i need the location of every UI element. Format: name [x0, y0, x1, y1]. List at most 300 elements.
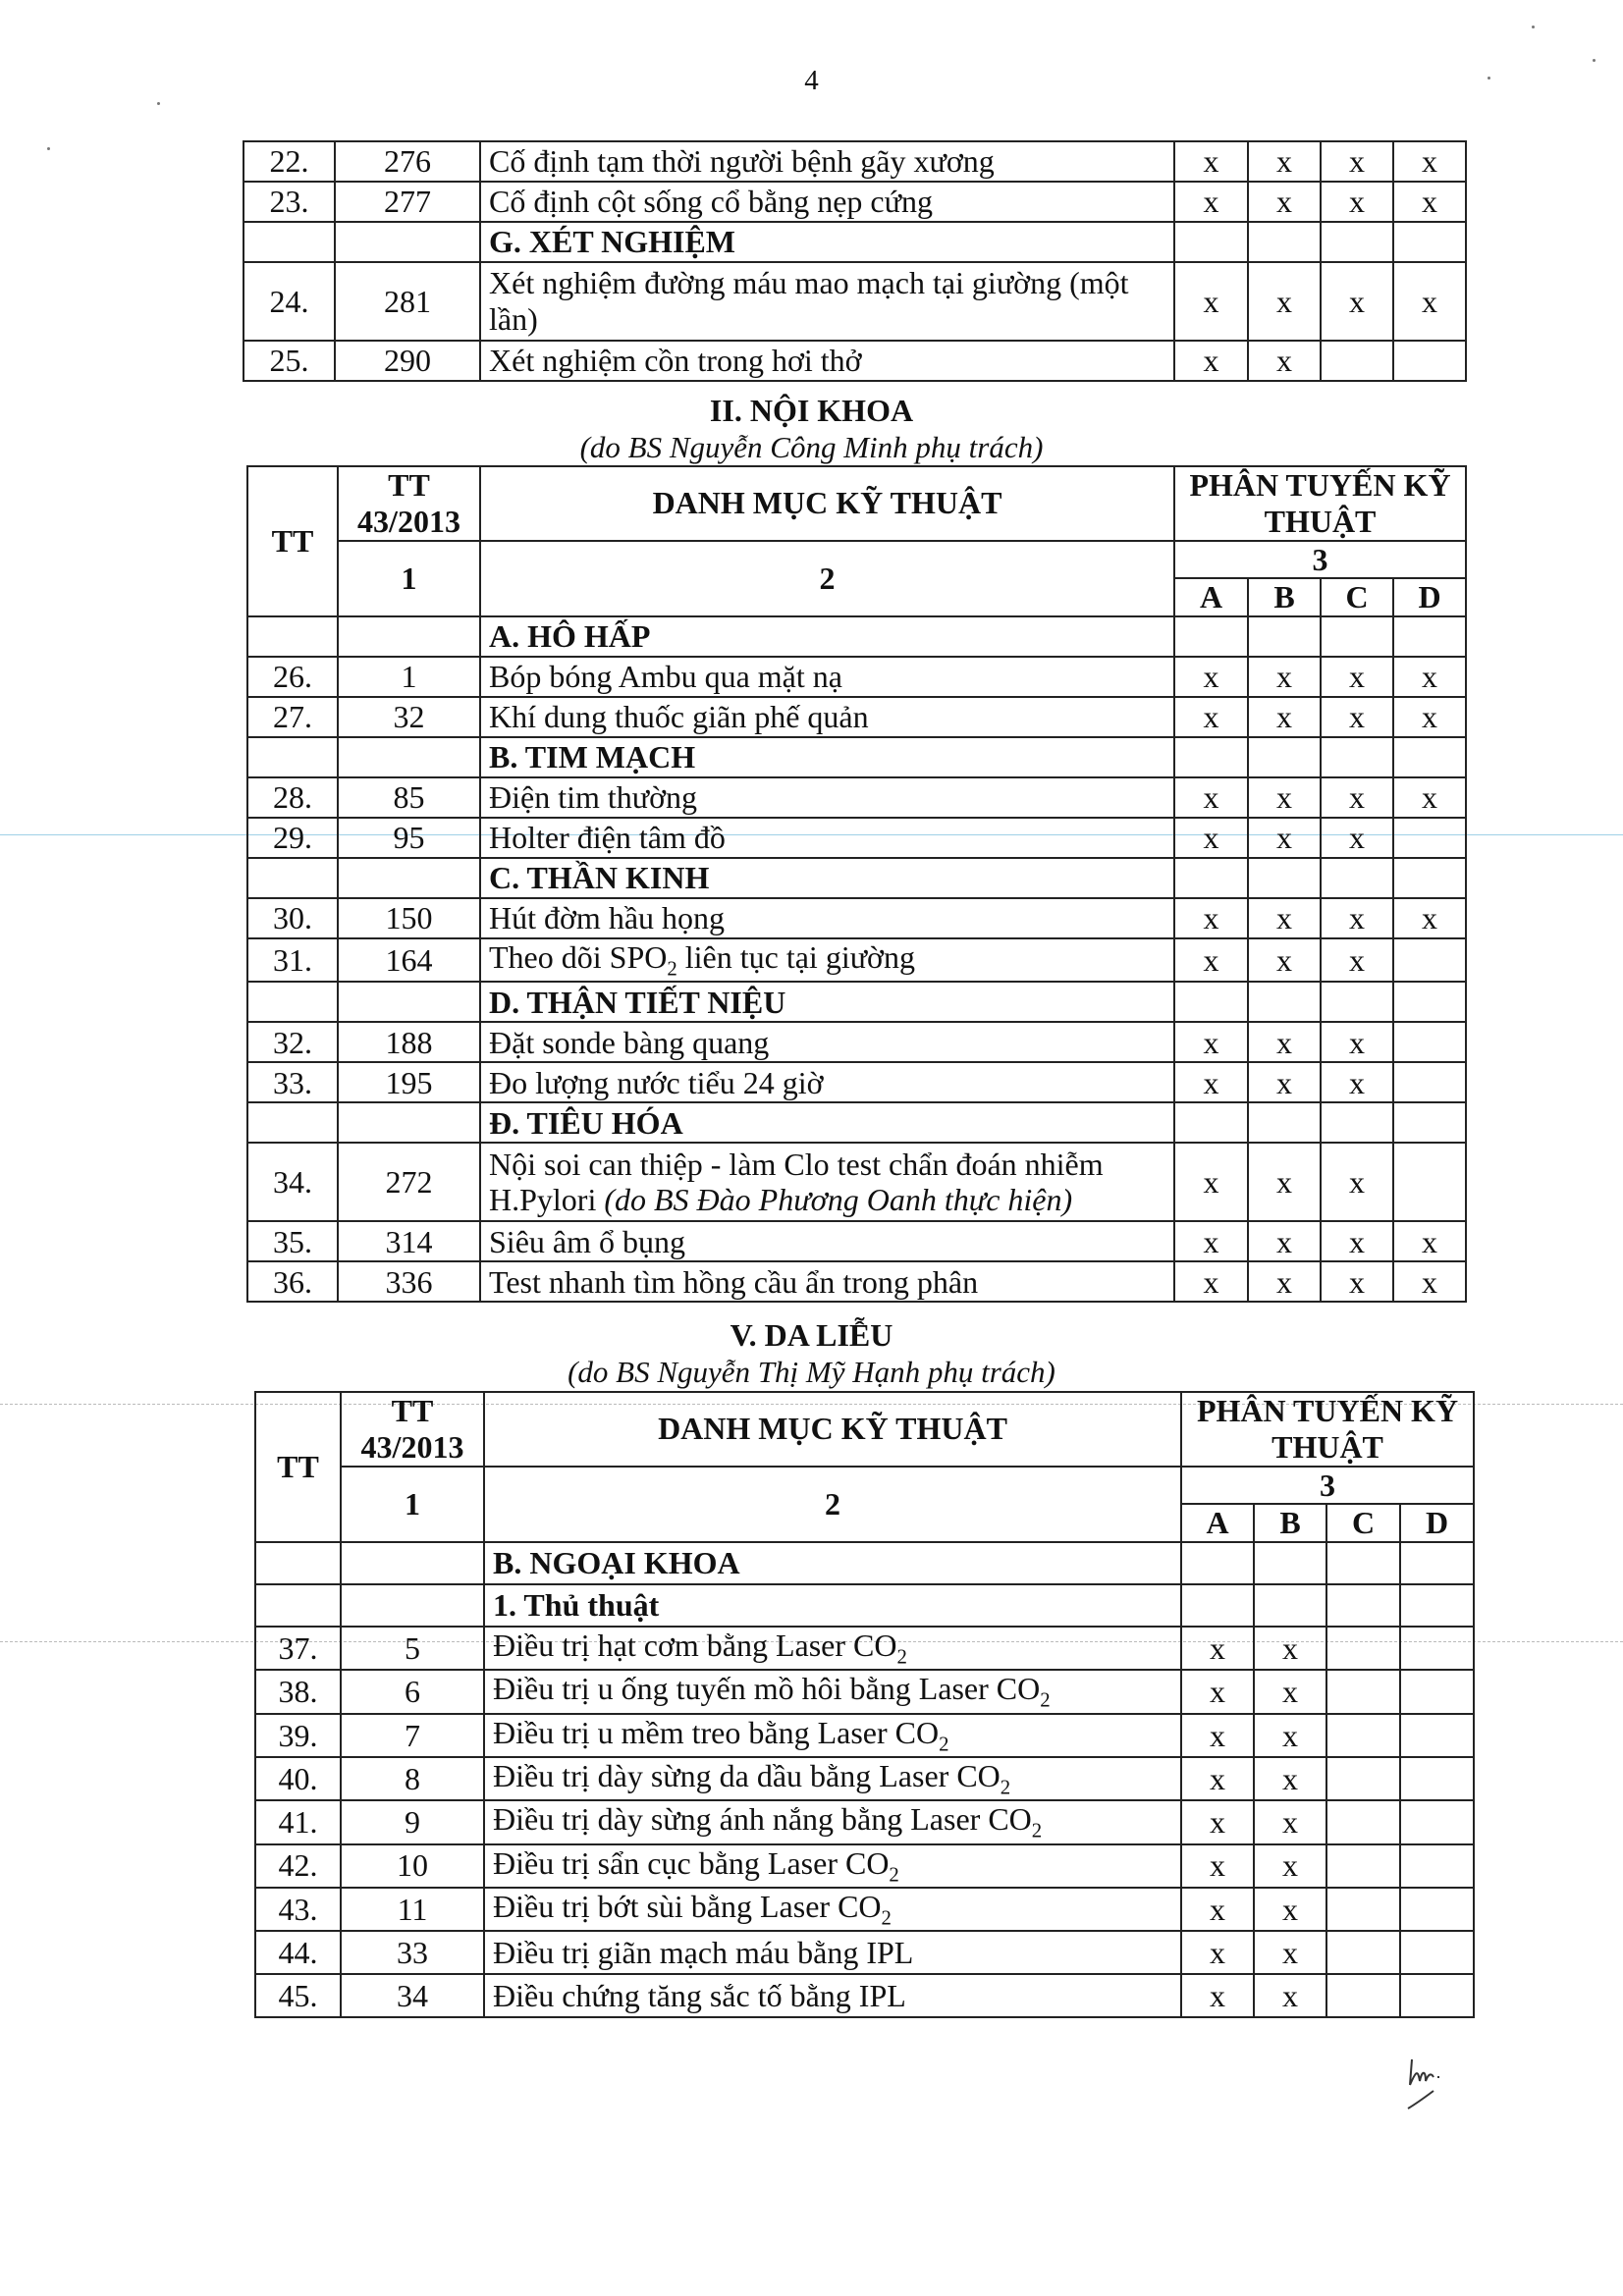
- table-row: [255, 1888, 1474, 1931]
- cell-level-b: x: [1248, 1221, 1321, 1261]
- cell-level-c: [1321, 1102, 1393, 1143]
- cell-level-b: [1248, 1102, 1321, 1143]
- cell-level-a: x: [1181, 1670, 1254, 1713]
- table-row: [243, 262, 1466, 341]
- cell-level-c: [1326, 1931, 1400, 1974]
- table-row: [255, 1844, 1474, 1888]
- cell-level-d: [1393, 737, 1466, 777]
- technique-name-text: Nội soi can thiệp - làm Clo test chẩn đoán nhiễm H.Pylori: [489, 1146, 1104, 1218]
- cell-level-a: [1174, 982, 1248, 1022]
- cell-level-c: [1326, 1670, 1400, 1713]
- cell-technique-name: [480, 1143, 1174, 1221]
- cell-level-a: x: [1174, 141, 1248, 182]
- cell-code: [335, 222, 480, 262]
- cell-level-b: x: [1248, 262, 1321, 341]
- cell-technique-name: [484, 1714, 1181, 1757]
- cell-tt: 25.: [243, 341, 335, 381]
- cell-tt: 37.: [255, 1627, 341, 1670]
- technique-name-text: Xét nghiệm cồn trong hơi thở: [489, 343, 862, 379]
- cell-level-d: [1400, 1974, 1474, 2017]
- cell-tt: [255, 1542, 341, 1584]
- cell-level-c: [1326, 1542, 1400, 1584]
- cell-tt: 35.: [247, 1221, 338, 1261]
- cell-technique-name: [480, 262, 1174, 341]
- cell-level-d: x: [1393, 262, 1466, 341]
- technique-name-text: Điều trị giãn mạch máu bằng IPL: [493, 1934, 914, 1970]
- cell-level-d: [1393, 222, 1466, 262]
- cell-level-b: [1254, 1542, 1326, 1584]
- scan-speck: [47, 147, 50, 150]
- cell-level-b: x: [1248, 1143, 1321, 1221]
- cell-level-d: x: [1393, 697, 1466, 737]
- table-row: [255, 1800, 1474, 1843]
- cell-level-d: [1400, 1757, 1474, 1800]
- technique-name-text: Holter điện tâm đồ: [489, 820, 726, 856]
- cell-level-c: [1326, 1757, 1400, 1800]
- technique-name-suffix: liên tục tại giường: [676, 939, 915, 976]
- cell-level-d: [1393, 341, 1466, 381]
- cell-code: 164: [338, 938, 480, 982]
- cell-level-c: x: [1321, 898, 1393, 938]
- cell-tt: 26.: [247, 657, 338, 697]
- cell-level-d: [1393, 1143, 1466, 1221]
- section-title-da-lieu: V. DA LIỄU: [730, 1317, 893, 1353]
- cell-level-c: x: [1321, 1062, 1393, 1102]
- cell-technique-name: [480, 657, 1174, 697]
- cell-level-c: x: [1321, 818, 1393, 858]
- cell-level-c: x: [1321, 777, 1393, 818]
- cell-level-b: [1248, 737, 1321, 777]
- cell-code: 8: [341, 1757, 484, 1800]
- cell-level-a: x: [1174, 1221, 1248, 1261]
- cell-level-b: x: [1254, 1931, 1326, 1974]
- table-row: [247, 777, 1466, 818]
- cell-code: 6: [341, 1670, 484, 1713]
- cell-code: 10: [341, 1844, 484, 1888]
- cell-level-a: x: [1181, 1974, 1254, 2017]
- header-tt: TT: [255, 1392, 341, 1542]
- header-row-1: [247, 466, 1466, 541]
- cell-level-b: x: [1254, 1888, 1326, 1931]
- section-heading: 1. Thủ thuật: [484, 1584, 1181, 1627]
- cell-tt: 39.: [255, 1714, 341, 1757]
- technique-name-text: Bóp bóng Ambu qua mặt nạ: [489, 659, 842, 695]
- cell-code: 314: [338, 1221, 480, 1261]
- cell-code: [338, 982, 480, 1022]
- technique-name-text: Theo dõi SPO: [489, 939, 668, 976]
- da-lieu-table: [254, 1391, 1475, 2018]
- section-heading: A. HÔ HẤP: [480, 616, 1174, 657]
- header-phan-tuyen: PHÂN TUYẾN KỸ THUẬT: [1181, 1392, 1474, 1467]
- section-heading: G. XÉT NGHIỆM: [480, 222, 1174, 262]
- header-row-2: [247, 541, 1466, 579]
- cell-level-d: [1400, 1714, 1474, 1757]
- technique-name-subscript: 2: [1000, 1776, 1011, 1799]
- cell-level-c: x: [1321, 1143, 1393, 1221]
- cell-technique-name: [480, 1261, 1174, 1302]
- cell-technique-name: [480, 818, 1174, 858]
- cell-level-c: [1321, 616, 1393, 657]
- cell-level-b: x: [1248, 938, 1321, 982]
- cell-level-c: [1321, 737, 1393, 777]
- technique-name-text: Xét nghiệm đường máu mao mạch tại giường (một lần): [489, 265, 1129, 337]
- technique-name-text: Điều trị u mềm treo bằng Laser CO: [493, 1714, 940, 1750]
- cell-level-b: x: [1248, 818, 1321, 858]
- cell-code: 85: [338, 777, 480, 818]
- cell-level-b: x: [1248, 898, 1321, 938]
- section-row: [247, 858, 1466, 898]
- table-row: [243, 182, 1466, 222]
- table-row: [247, 657, 1466, 697]
- cell-level-d: [1400, 1800, 1474, 1843]
- cell-level-d: x: [1393, 141, 1466, 182]
- cell-level-b: x: [1248, 341, 1321, 381]
- technique-name-text: Điều trị bớt sùi bằng Laser CO: [493, 1888, 882, 1924]
- table-row: [247, 818, 1466, 858]
- cell-level-d: x: [1393, 777, 1466, 818]
- cell-tt: 43.: [255, 1888, 341, 1931]
- header-tt43: TT 43/2013: [338, 466, 480, 541]
- cell-level-b: x: [1254, 1757, 1326, 1800]
- cell-level-a: [1174, 616, 1248, 657]
- section-heading: C. THẦN KINH: [480, 858, 1174, 898]
- cell-level-d: [1400, 1844, 1474, 1888]
- cell-technique-name: [484, 1627, 1181, 1670]
- cell-code: 336: [338, 1261, 480, 1302]
- table-row: [247, 1022, 1466, 1062]
- cell-level-a: x: [1181, 1844, 1254, 1888]
- cell-level-c: x: [1321, 1221, 1393, 1261]
- header-col-3: 3: [1181, 1467, 1474, 1505]
- cell-level-d: [1393, 938, 1466, 982]
- cell-tt: 33.: [247, 1062, 338, 1102]
- cell-tt: 23.: [243, 182, 335, 222]
- cell-level-a: [1181, 1584, 1254, 1627]
- cell-code: 277: [335, 182, 480, 222]
- cell-technique-name: [480, 938, 1174, 982]
- table-row: [255, 1974, 1474, 2017]
- header-level-c: C: [1326, 1504, 1400, 1542]
- technique-name-subscript: 2: [889, 1863, 899, 1887]
- cell-level-c: [1326, 1974, 1400, 2017]
- cell-tt: 44.: [255, 1931, 341, 1974]
- cell-level-b: x: [1254, 1714, 1326, 1757]
- cell-level-d: [1400, 1670, 1474, 1713]
- cell-technique-name: [480, 182, 1174, 222]
- technique-name-subscript: 2: [667, 957, 677, 981]
- cell-tt: 27.: [247, 697, 338, 737]
- cell-technique-name: [484, 1888, 1181, 1931]
- table-row: [247, 1221, 1466, 1261]
- cell-level-d: [1393, 858, 1466, 898]
- technique-name-subscript: 2: [1031, 1819, 1043, 1842]
- cell-level-a: x: [1181, 1714, 1254, 1757]
- cell-code: 95: [338, 818, 480, 858]
- cell-level-c: x: [1321, 262, 1393, 341]
- cell-level-a: x: [1174, 1143, 1248, 1221]
- cell-level-a: x: [1174, 777, 1248, 818]
- cell-level-a: [1181, 1542, 1254, 1584]
- scan-speck: [157, 102, 160, 105]
- cell-level-d: [1400, 1888, 1474, 1931]
- cell-tt: 40.: [255, 1757, 341, 1800]
- noi-khoa-table: [246, 465, 1467, 1303]
- cell-level-c: [1321, 858, 1393, 898]
- cell-technique-name: [484, 1844, 1181, 1888]
- cell-code: 290: [335, 341, 480, 381]
- header-tt43: TT 43/2013: [341, 1392, 484, 1467]
- cell-level-c: x: [1321, 938, 1393, 982]
- header-danh-muc: DANH MỤC KỸ THUẬT: [480, 466, 1174, 541]
- cell-level-d: [1393, 1062, 1466, 1102]
- header-level-a: A: [1174, 578, 1248, 616]
- cell-level-a: [1174, 737, 1248, 777]
- cell-technique-name: [480, 1221, 1174, 1261]
- cell-level-a: x: [1181, 1888, 1254, 1931]
- cell-technique-name: [484, 1931, 1181, 1974]
- cell-tt: 36.: [247, 1261, 338, 1302]
- technique-name-text: Điều trị dày sừng ánh nắng bằng Laser CO: [493, 1801, 1032, 1838]
- cell-level-a: x: [1174, 1062, 1248, 1102]
- header-level-b: B: [1248, 578, 1321, 616]
- cell-code: 32: [338, 697, 480, 737]
- table-header: [247, 466, 1466, 616]
- table-header: [255, 1392, 1474, 1542]
- cell-level-a: x: [1174, 262, 1248, 341]
- cell-code: 9: [341, 1800, 484, 1843]
- section-subtitle-noi-khoa: (do BS Nguyễn Công Minh phụ trách): [579, 430, 1044, 464]
- header-col-1: 1: [338, 541, 480, 617]
- header-level-d: D: [1393, 578, 1466, 616]
- cell-code: 195: [338, 1062, 480, 1102]
- cell-level-a: x: [1174, 938, 1248, 982]
- table-row: [247, 1143, 1466, 1221]
- cell-technique-name: [480, 777, 1174, 818]
- cell-technique-name: [480, 898, 1174, 938]
- cell-level-d: [1400, 1584, 1474, 1627]
- header-row-2: [255, 1467, 1474, 1505]
- cell-tt: [247, 982, 338, 1022]
- cell-tt: [247, 858, 338, 898]
- cell-tt: [247, 616, 338, 657]
- cell-level-d: x: [1393, 1261, 1466, 1302]
- cell-level-a: x: [1174, 1261, 1248, 1302]
- header-level-d: D: [1400, 1504, 1474, 1542]
- table-row: [243, 341, 1466, 381]
- cell-technique-name: [480, 697, 1174, 737]
- cell-level-b: x: [1248, 697, 1321, 737]
- cell-code: [338, 858, 480, 898]
- cell-code: 5: [341, 1627, 484, 1670]
- cell-code: [341, 1584, 484, 1627]
- technique-name-text: Siêu âm ổ bụng: [489, 1223, 685, 1259]
- table-row: [247, 697, 1466, 737]
- cell-level-c: [1326, 1627, 1400, 1670]
- cell-tt: 28.: [247, 777, 338, 818]
- cell-tt: 45.: [255, 1974, 341, 2017]
- cell-level-c: [1321, 982, 1393, 1022]
- header-col-3: 3: [1174, 541, 1466, 579]
- table-row: [247, 938, 1466, 982]
- cell-level-b: x: [1248, 657, 1321, 697]
- scan-speck: [1593, 59, 1596, 62]
- header-tt: TT: [247, 466, 338, 616]
- technique-name-text: Điện tim thường: [489, 779, 698, 816]
- section-row: [247, 1102, 1466, 1143]
- cell-level-a: [1174, 222, 1248, 262]
- technique-name-text: Cố định cột sống cổ bằng nẹp cứng: [489, 184, 933, 220]
- cell-level-b: x: [1248, 141, 1321, 182]
- table-body: [243, 141, 1466, 381]
- cell-level-b: x: [1248, 182, 1321, 222]
- cell-level-c: x: [1321, 657, 1393, 697]
- cell-level-b: x: [1254, 1800, 1326, 1843]
- procedures-table-continued: [243, 140, 1467, 382]
- cell-tt: 29.: [247, 818, 338, 858]
- section-row: [247, 616, 1466, 657]
- cell-code: [338, 737, 480, 777]
- header-col-1: 1: [341, 1467, 484, 1543]
- cell-tt: [247, 737, 338, 777]
- cell-level-d: [1393, 616, 1466, 657]
- technique-name-subscript: 2: [939, 1733, 949, 1756]
- cell-level-d: [1393, 982, 1466, 1022]
- scan-speck: [1532, 26, 1535, 28]
- cell-technique-name: [484, 1800, 1181, 1843]
- header-level-c: C: [1321, 578, 1393, 616]
- cell-code: [341, 1542, 484, 1584]
- cell-level-b: [1254, 1584, 1326, 1627]
- cell-technique-name: [480, 1062, 1174, 1102]
- cell-level-c: [1326, 1844, 1400, 1888]
- header-danh-muc: DANH MỤC KỸ THUẬT: [484, 1392, 1181, 1467]
- technique-name-text: Đặt sonde bàng quang: [489, 1024, 770, 1060]
- cell-tt: 34.: [247, 1143, 338, 1221]
- cell-tt: 24.: [243, 262, 335, 341]
- technique-name-text: Điều trị u ống tuyến mồ hôi bằng Laser CO: [493, 1671, 1041, 1707]
- technique-name-text: Điều chứng tăng sắc tố bằng IPL: [493, 1977, 906, 2013]
- table-row: [247, 898, 1466, 938]
- section-heading: B. NGOẠI KHOA: [484, 1542, 1181, 1584]
- cell-level-a: x: [1174, 657, 1248, 697]
- cell-tt: 32.: [247, 1022, 338, 1062]
- technique-name-text: Khí dung thuốc giãn phế quản: [489, 699, 869, 735]
- cell-code: [338, 1102, 480, 1143]
- cell-level-b: x: [1254, 1844, 1326, 1888]
- cell-level-d: [1400, 1931, 1474, 1974]
- cell-level-a: x: [1174, 898, 1248, 938]
- cell-tt: 30.: [247, 898, 338, 938]
- cell-code: 281: [335, 262, 480, 341]
- cell-level-b: [1248, 858, 1321, 898]
- technique-name-text: Điều trị dày sừng da dầu bằng Laser CO: [493, 1758, 1001, 1794]
- cell-level-c: x: [1321, 182, 1393, 222]
- table-row: [255, 1714, 1474, 1757]
- cell-level-c: [1326, 1714, 1400, 1757]
- table-row: [255, 1670, 1474, 1713]
- section-heading: D. THẬN TIẾT NIỆU: [480, 982, 1174, 1022]
- section-row: [247, 982, 1466, 1022]
- header-phan-tuyen: PHÂN TUYẾN KỸ THUẬT: [1174, 466, 1466, 541]
- cell-level-c: x: [1321, 141, 1393, 182]
- cell-technique-name: [484, 1670, 1181, 1713]
- cell-tt: 22.: [243, 141, 335, 182]
- table-row: [255, 1757, 1474, 1800]
- cell-tt: 42.: [255, 1844, 341, 1888]
- cell-level-a: x: [1181, 1757, 1254, 1800]
- section-row: [247, 737, 1466, 777]
- cell-code: 1: [338, 657, 480, 697]
- cell-code: 34: [341, 1974, 484, 2017]
- handwritten-signature: [1404, 2052, 1463, 2110]
- cell-technique-name: [484, 1757, 1181, 1800]
- cell-level-b: [1248, 982, 1321, 1022]
- cell-level-c: [1326, 1584, 1400, 1627]
- cell-tt: [255, 1584, 341, 1627]
- cell-level-d: [1393, 1102, 1466, 1143]
- table-row: [247, 1062, 1466, 1102]
- cell-level-b: x: [1254, 1670, 1326, 1713]
- cell-level-b: [1248, 222, 1321, 262]
- cell-level-a: x: [1181, 1627, 1254, 1670]
- cell-level-d: x: [1393, 898, 1466, 938]
- cell-level-a: x: [1174, 182, 1248, 222]
- cell-level-c: [1321, 341, 1393, 381]
- cell-tt: 41.: [255, 1800, 341, 1843]
- cell-code: 272: [338, 1143, 480, 1221]
- cell-level-b: [1248, 616, 1321, 657]
- scan-speck: [1488, 77, 1490, 80]
- cell-level-a: x: [1174, 341, 1248, 381]
- table-body: [247, 616, 1466, 1302]
- header-col-2: 2: [484, 1467, 1181, 1543]
- section-subtitle-da-lieu: (do BS Nguyễn Thị Mỹ Hạnh phụ trách): [568, 1355, 1055, 1389]
- technique-name-text: Điều trị sẩn cục bằng Laser CO: [493, 1844, 890, 1881]
- section-heading: Đ. TIÊU HÓA: [480, 1102, 1174, 1143]
- cell-code: 7: [341, 1714, 484, 1757]
- technique-name-note: (do BS Đào Phương Oanh thực hiện): [604, 1182, 1073, 1218]
- cell-level-d: [1400, 1627, 1474, 1670]
- section-row: [255, 1542, 1474, 1584]
- header-col-2: 2: [480, 541, 1174, 617]
- cell-level-c: [1321, 222, 1393, 262]
- cell-code: 11: [341, 1888, 484, 1931]
- cell-code: 33: [341, 1931, 484, 1974]
- technique-name-subscript: 2: [881, 1906, 892, 1930]
- cell-level-a: x: [1174, 697, 1248, 737]
- section-row: [243, 222, 1466, 262]
- cell-level-c: x: [1321, 1022, 1393, 1062]
- cell-technique-name: [484, 1974, 1181, 2017]
- technique-name-subscript: 2: [1040, 1688, 1051, 1712]
- header-level-b: B: [1254, 1504, 1326, 1542]
- section-row: [255, 1584, 1474, 1627]
- cell-tt: [243, 222, 335, 262]
- cell-level-a: [1174, 858, 1248, 898]
- technique-name-text: Đo lượng nước tiểu 24 giờ: [489, 1064, 824, 1100]
- section-heading: B. TIM MẠCH: [480, 737, 1174, 777]
- cell-technique-name: [480, 141, 1174, 182]
- cell-level-d: [1400, 1542, 1474, 1584]
- cell-level-d: x: [1393, 657, 1466, 697]
- cell-level-a: x: [1181, 1931, 1254, 1974]
- cell-level-b: x: [1254, 1974, 1326, 2017]
- cell-level-d: [1393, 818, 1466, 858]
- cell-level-c: x: [1321, 697, 1393, 737]
- page-number: 4: [804, 65, 819, 96]
- table-body: [255, 1542, 1474, 2017]
- cell-code: 276: [335, 141, 480, 182]
